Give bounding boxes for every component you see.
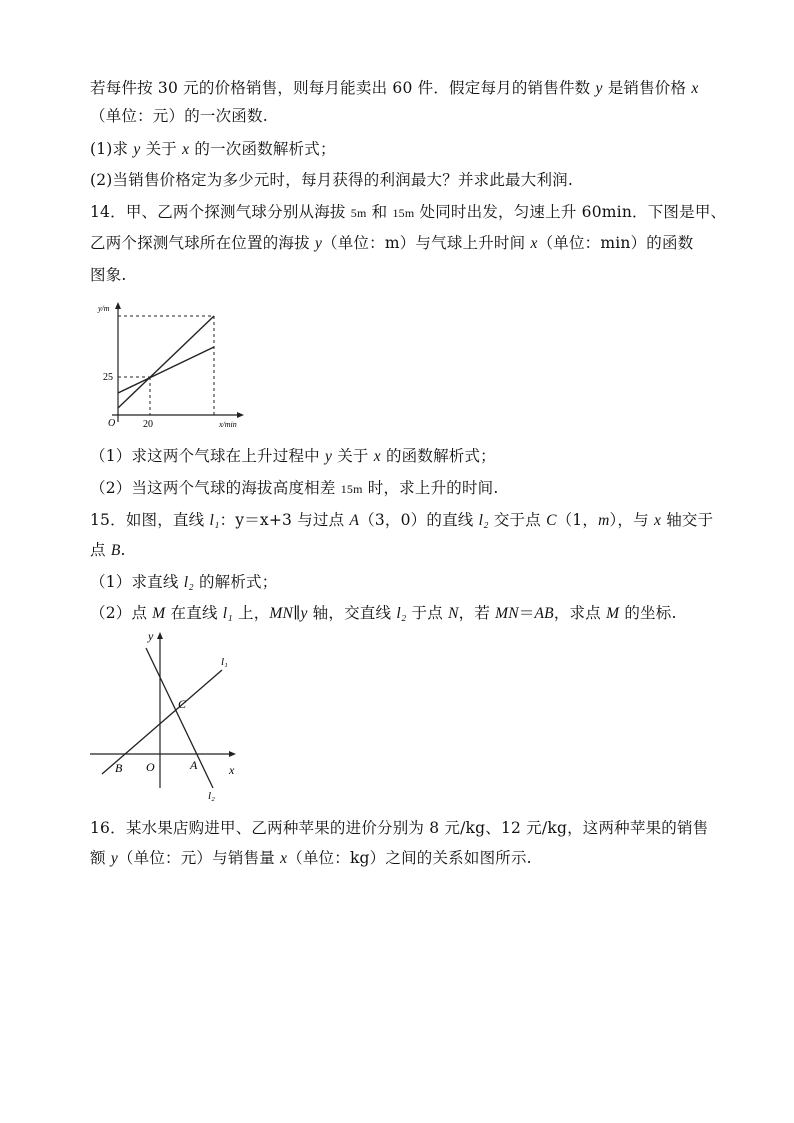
unit-text: 15m	[340, 482, 363, 496]
text-line	[90, 510, 713, 531]
unit-text: 5m	[350, 206, 367, 220]
math-symbol: l₁	[222, 605, 233, 622]
text-segment: （3，0）的直线	[359, 511, 479, 529]
text-segment: 上，	[232, 604, 270, 622]
text-segment: （单位：元）的一次函数.	[90, 107, 268, 125]
math-symbol: x	[691, 80, 699, 97]
line1-label: l₁	[221, 656, 228, 668]
text-segment: 于点	[406, 604, 449, 622]
math-symbol: y	[300, 605, 308, 622]
text-segment: (2)当销售价格定为多少元时，每月获得的利润最大？并求此最大利润.	[90, 171, 573, 189]
math-symbol: l₂	[183, 574, 194, 591]
text-segment: 是销售价格	[602, 79, 692, 97]
text-segment: 的解析式；	[193, 573, 278, 591]
x-axis-arrow	[229, 751, 236, 757]
text-segment: 点	[90, 541, 111, 559]
text-segment: 交于点	[488, 511, 547, 529]
balloon-yi-line	[118, 347, 214, 393]
point-a-label: A	[190, 758, 198, 772]
text-segment: （2）点	[90, 604, 153, 622]
text-segment: （单位：min）的函数	[537, 234, 694, 252]
math-symbol: x	[280, 850, 288, 867]
x-axis-label: x	[229, 763, 235, 777]
math-symbol: MN	[269, 605, 294, 622]
text-segment: 图象.	[90, 266, 127, 284]
text-segment: ＝	[518, 604, 535, 622]
math-symbol: y	[325, 448, 333, 465]
math-symbol: x	[653, 512, 662, 529]
math-symbol: M	[606, 605, 620, 622]
origin-label: O	[108, 418, 116, 429]
math-symbol: y	[133, 141, 141, 158]
text-segment: ：y＝x+3 与过点	[219, 511, 350, 529]
math-symbol: x	[373, 448, 381, 465]
math-symbol: B	[110, 542, 121, 559]
text-line	[90, 106, 268, 126]
text-segment: （1）求这两个气球在上升过程中	[90, 447, 325, 465]
text-segment: 处同时出发，匀速上升 60min．下图是甲、	[414, 203, 727, 221]
text-segment: 15．如图，直线	[90, 511, 210, 529]
math-symbol: l₂	[478, 512, 489, 529]
x-axis-arrow	[237, 412, 244, 418]
y-axis-label: y	[148, 629, 154, 643]
math-symbol: MN	[495, 605, 519, 622]
line-l1	[102, 670, 222, 774]
coordinate-lines-graph	[90, 628, 250, 804]
line-l2	[146, 648, 213, 788]
line2-label: l₂	[208, 790, 215, 802]
text-segment: 轴交于	[661, 511, 714, 529]
text-segment: （单位：m）与气球上升时间	[322, 234, 531, 252]
text-segment: .	[120, 541, 126, 559]
text-segment: 若每件按 30 元的价格销售，则每月能卖出 60 件．假定每月的销售件数	[90, 79, 596, 97]
text-segment: 关于	[332, 447, 374, 465]
text-segment: ），与	[609, 511, 654, 529]
text-segment: （单位：元）与销售量	[117, 849, 281, 867]
text-line	[90, 233, 693, 254]
math-symbol: x	[530, 235, 538, 252]
text-segment: ∥	[293, 604, 301, 622]
math-symbol: N	[448, 605, 459, 622]
math-symbol: M	[152, 605, 166, 622]
y-axis-arrow	[157, 632, 163, 639]
x-tick-20: 20	[143, 419, 153, 430]
math-symbol: l₂	[396, 605, 407, 622]
math-symbol: C	[546, 512, 557, 529]
y-tick-25: 25	[103, 372, 113, 383]
text-line	[90, 78, 698, 99]
text-segment: (1)求	[90, 140, 134, 158]
text-line	[90, 202, 726, 223]
math-symbol: y	[314, 235, 323, 252]
x-axis-label: x/min	[219, 420, 237, 429]
y-axis-arrow	[115, 302, 121, 309]
text-line	[90, 848, 532, 869]
text-segment: 乙两个探测气球所在位置的海拔	[90, 234, 315, 252]
text-line	[90, 265, 127, 285]
math-symbol: l₁	[209, 512, 220, 529]
text-segment: 的坐标.	[619, 604, 677, 622]
text-segment: （1，	[556, 511, 599, 529]
text-segment: 额	[90, 849, 111, 867]
text-segment: ，求点	[553, 604, 607, 622]
balloon-altitude-graph	[92, 298, 252, 433]
y-axis-label: y/m	[98, 304, 110, 313]
math-symbol: y	[595, 80, 603, 97]
origin-label: O	[146, 760, 155, 774]
text-segment: 和	[366, 203, 393, 221]
text-segment: 在直线	[165, 604, 223, 622]
math-symbol: y	[110, 850, 118, 867]
text-line	[90, 446, 496, 467]
text-segment: ，若	[458, 604, 496, 622]
math-symbol: m	[598, 512, 610, 529]
balloon-jia-line	[118, 316, 214, 408]
text-segment: 时，求上升的时间.	[362, 479, 499, 497]
text-segment: （单位：kg）之间的关系如图所示.	[287, 849, 532, 867]
text-segment: 的函数解析式；	[380, 447, 496, 465]
text-segment: 16．某水果店购进甲、乙两种苹果的进价分别为 8 元/kg、12 元/kg，这两种苹果的销售	[90, 819, 709, 837]
text-line	[90, 818, 708, 838]
text-line	[90, 139, 336, 160]
point-c-label: C	[178, 697, 187, 711]
text-line	[90, 478, 499, 499]
math-symbol: x	[182, 141, 190, 158]
text-segment: （2）当这两个气球的海拔高度相差	[90, 479, 341, 497]
text-line	[90, 572, 277, 593]
text-segment: 的一次函数解析式；	[189, 140, 336, 158]
math-symbol: A	[349, 512, 360, 529]
text-line	[90, 170, 573, 190]
unit-text: 15m	[392, 206, 415, 220]
text-line	[90, 540, 126, 561]
text-segment: 关于	[140, 140, 183, 158]
text-segment: （1）求直线	[90, 573, 184, 591]
math-symbol: AB	[534, 605, 554, 622]
text-segment: 14．甲、乙两个探测气球分别从海拔	[90, 203, 351, 221]
text-line	[90, 603, 677, 624]
text-segment: 轴，交直线	[307, 604, 397, 622]
point-b-label: B	[115, 761, 123, 775]
